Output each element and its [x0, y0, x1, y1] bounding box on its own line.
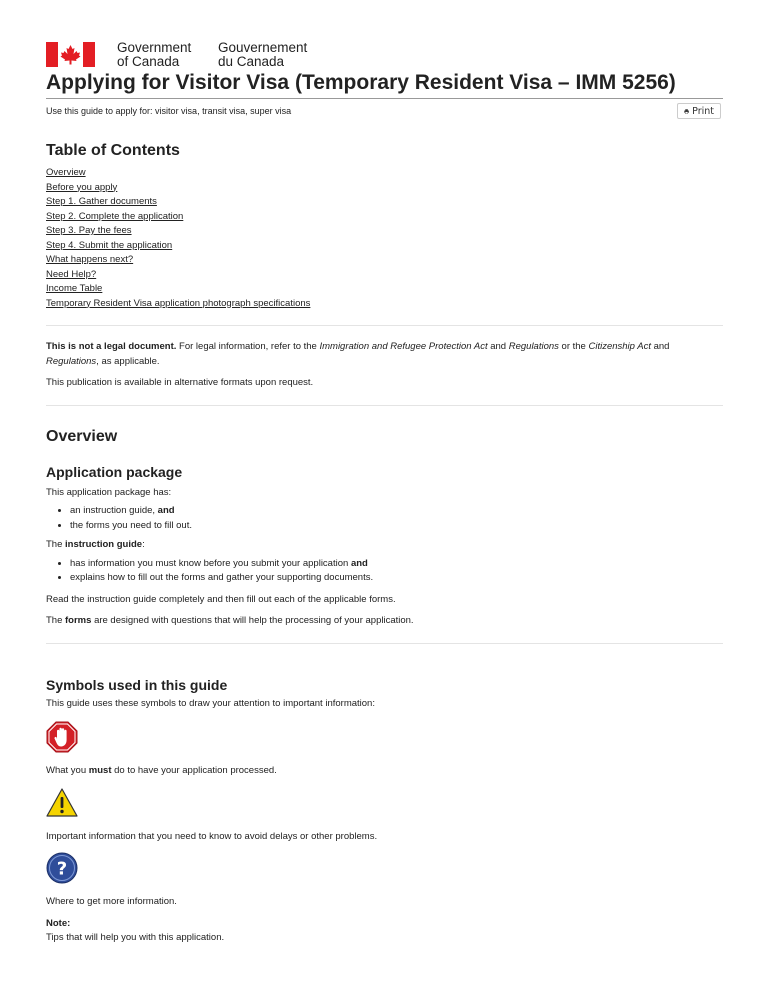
list-item: • explains how to fill out the forms and gather your supporting documents. [70, 571, 723, 586]
help-symbol-text: Where to get more information. [46, 896, 177, 907]
text: What you [46, 765, 87, 776]
text: The [46, 539, 63, 550]
warning-icon [46, 787, 78, 819]
list-item [70, 557, 723, 572]
symbols-intro: This guide uses these symbols to draw your attention to important information: [46, 697, 375, 709]
legal-citizenship-act: Citizenship Act [588, 341, 651, 352]
print-label: Print [692, 105, 714, 117]
bold-text: instruction guide [65, 539, 143, 550]
gov-fr-line1: Gouvernement [218, 40, 308, 55]
package-list [46, 504, 723, 533]
text: are designed with questions that will help the processing of your application. [94, 615, 414, 626]
main-content [46, 140, 723, 946]
toc-link-need-help[interactable]: Need Help? [46, 268, 97, 280]
toc-link-step3[interactable]: Step 3. Pay the fees [46, 225, 132, 236]
legal-regulations: Regulations [508, 341, 559, 352]
help-question-icon [46, 852, 78, 884]
alt-formats-text: This publication is available in alternative formats upon request. [46, 377, 314, 388]
bold-text: must [88, 765, 112, 776]
forms-text [46, 614, 723, 629]
legal-regulations: Regulations [46, 355, 97, 367]
legal-text: , as applicable. [96, 355, 160, 367]
toc-link-step4[interactable]: Step 4. Submit the application [46, 239, 173, 251]
symbols-heading: Symbols used in this guide [46, 676, 228, 693]
package-intro: This application package has: [46, 486, 172, 498]
list-item-text: has information you must know before you submit your application [70, 557, 349, 569]
text: The [46, 615, 63, 626]
text: do to have your application processed. [114, 765, 277, 776]
note-label: Note: [46, 917, 71, 929]
text: : [142, 539, 145, 550]
toc-link-overview[interactable]: Overview [46, 167, 86, 178]
toc-link-step1[interactable]: Step 1. Gather documents [46, 196, 157, 207]
read-guide-text: Read the instruction guide completely and then fill out each of the applicable forms. [46, 593, 396, 605]
legal-notice [46, 340, 723, 369]
overview-heading: Overview [46, 427, 118, 445]
guide-list [46, 557, 723, 586]
toc-link-photo-specs[interactable]: Temporary Resident Visa application photograph specifications [46, 297, 311, 309]
toc-heading: Table of Contents [46, 142, 180, 159]
list-item: • the forms you need to fill out. [70, 519, 723, 534]
legal-text: or the [558, 341, 589, 352]
stop-symbol-text [46, 764, 723, 779]
list-item-bold: and [350, 557, 368, 569]
stop-hand-icon [46, 721, 78, 753]
gov-en-line1: Government [117, 40, 192, 55]
government-signature [46, 41, 446, 69]
toc-link-step2[interactable]: Step 2. Complete the application [46, 210, 184, 222]
page-subtitle: Use this guide to apply for: visitor visa, transit visa, super visa [46, 106, 292, 116]
legal-bold: This is not a legal document. [46, 341, 177, 352]
divider [46, 643, 723, 644]
gov-fr-line2: du Canada [218, 53, 285, 69]
toc-link-income-table[interactable]: Income Table [46, 283, 103, 294]
table-of-contents [46, 166, 723, 311]
legal-text: and [487, 341, 509, 352]
bold-text: forms [65, 615, 92, 626]
government-wordmark-fr [218, 41, 307, 68]
package-heading: Application package [46, 463, 183, 480]
legal-act: Immigration and Refugee Protection Act [319, 341, 488, 352]
toc-link-what-next[interactable]: What happens next? [46, 254, 134, 265]
svg-text:?: ? [56, 858, 68, 880]
instruction-guide-intro [46, 538, 723, 553]
divider [46, 405, 723, 406]
print-button[interactable] [677, 103, 721, 119]
toc-link-before-you-apply[interactable]: Before you apply [46, 181, 118, 193]
legal-text: and [650, 341, 670, 352]
divider [46, 325, 723, 326]
note-block [46, 917, 723, 946]
list-item-bold: and [157, 505, 175, 516]
page-title: Applying for Visitor Visa (Temporary Resident Visa – IMM 5256) [46, 69, 723, 99]
warning-symbol-text: Important information that you need to know to avoid delays or other problems. [46, 830, 378, 842]
printer-icon [684, 107, 689, 116]
note-text: Tips that will help you with this application. [46, 932, 225, 943]
legal-text: For legal information, refer to the [176, 341, 320, 352]
canada-flag-icon [46, 42, 95, 67]
government-wordmark-en [117, 41, 191, 68]
list-item [70, 504, 723, 519]
gov-en-line2: of Canada [117, 53, 180, 69]
list-item-text: an instruction guide, [70, 505, 156, 516]
